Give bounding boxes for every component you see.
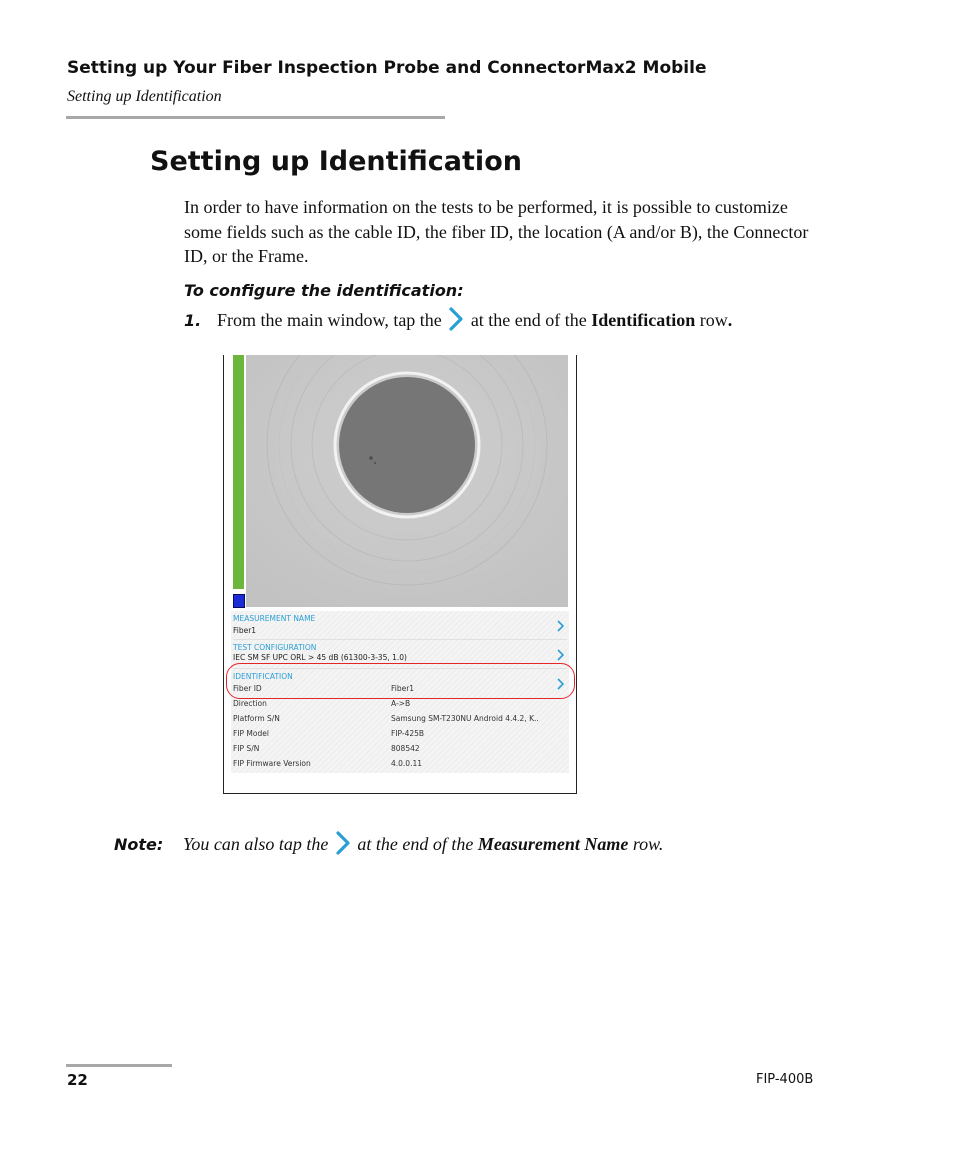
footer-divider [66,1064,172,1067]
detail-key: FIP Model [233,729,269,738]
step-text-after: at the end of the [470,310,587,330]
detail-value: 4.0.0.11 [391,759,423,768]
detail-key: Fiber ID [233,684,262,693]
row-value-measurement-name: Fiber1 [233,626,257,635]
detail-value: FIP-425B [391,729,425,738]
detail-value: Fiber1 [391,684,415,693]
note-text-before: You can also tap the [183,834,329,854]
product-model: FIP-400B [756,1072,814,1087]
row-label-test-configuration: TEST CONFIGURATION [233,643,317,652]
step-text-end: row [699,310,728,330]
procedure-title: To configure the identification: [184,281,464,300]
step-bold-term: Identification [591,310,696,330]
header-divider [66,116,445,119]
row-label-measurement-name: MEASUREMENT NAME [233,614,316,623]
chapter-title: Setting up Your Fiber Inspection Probe and ConnectorMax2 Mobile [67,58,707,78]
note-label: Note: [114,835,164,854]
row-label-identification: IDENTIFICATION [233,672,293,681]
detail-value: 808542 [391,744,420,753]
detail-value: Samsung SM-T230NU Android 4.4.2, K.. [391,714,539,723]
step-text-before: From the main window, tap the [217,310,442,330]
app-screenshot [223,355,577,794]
step-1 [184,310,732,331]
battery-icon [233,594,245,608]
intro-paragraph: In order to have information on the tests to be performed, it is possible to customize some fields such as the cable ID, the fiber ID, the location (A and/or B), the Connector ID, or the Frame. [184,197,809,266]
step-number: 1. [184,311,202,330]
step-period: . [727,310,733,330]
chevron-right-icon[interactable] [556,617,564,636]
chevron-right-icon [335,831,351,855]
page-number: 22 [67,1071,88,1089]
status-bar [233,355,244,589]
row-value-test-configuration: IEC SM SF UPC ORL > 45 dB (61300-3-35, 1.0) [233,653,407,662]
note-text-end: row. [632,834,664,854]
identification-highlight [226,663,575,699]
fiber-endface-image [246,355,568,607]
note-bold-term: Measurement Name [477,834,629,854]
detail-key: FIP S/N [233,744,260,753]
section-heading: Setting up Identification [150,146,522,177]
note [114,834,663,855]
chevron-right-icon [448,307,464,331]
detail-value: A->B [391,699,411,708]
running-section-title: Setting up Identification [67,88,222,105]
row-divider [233,639,567,640]
detail-key: Direction [233,699,267,708]
detail-key: Platform S/N [233,714,280,723]
note-text-after: at the end of the [357,834,474,854]
detail-key: FIP Firmware Version [233,759,311,768]
